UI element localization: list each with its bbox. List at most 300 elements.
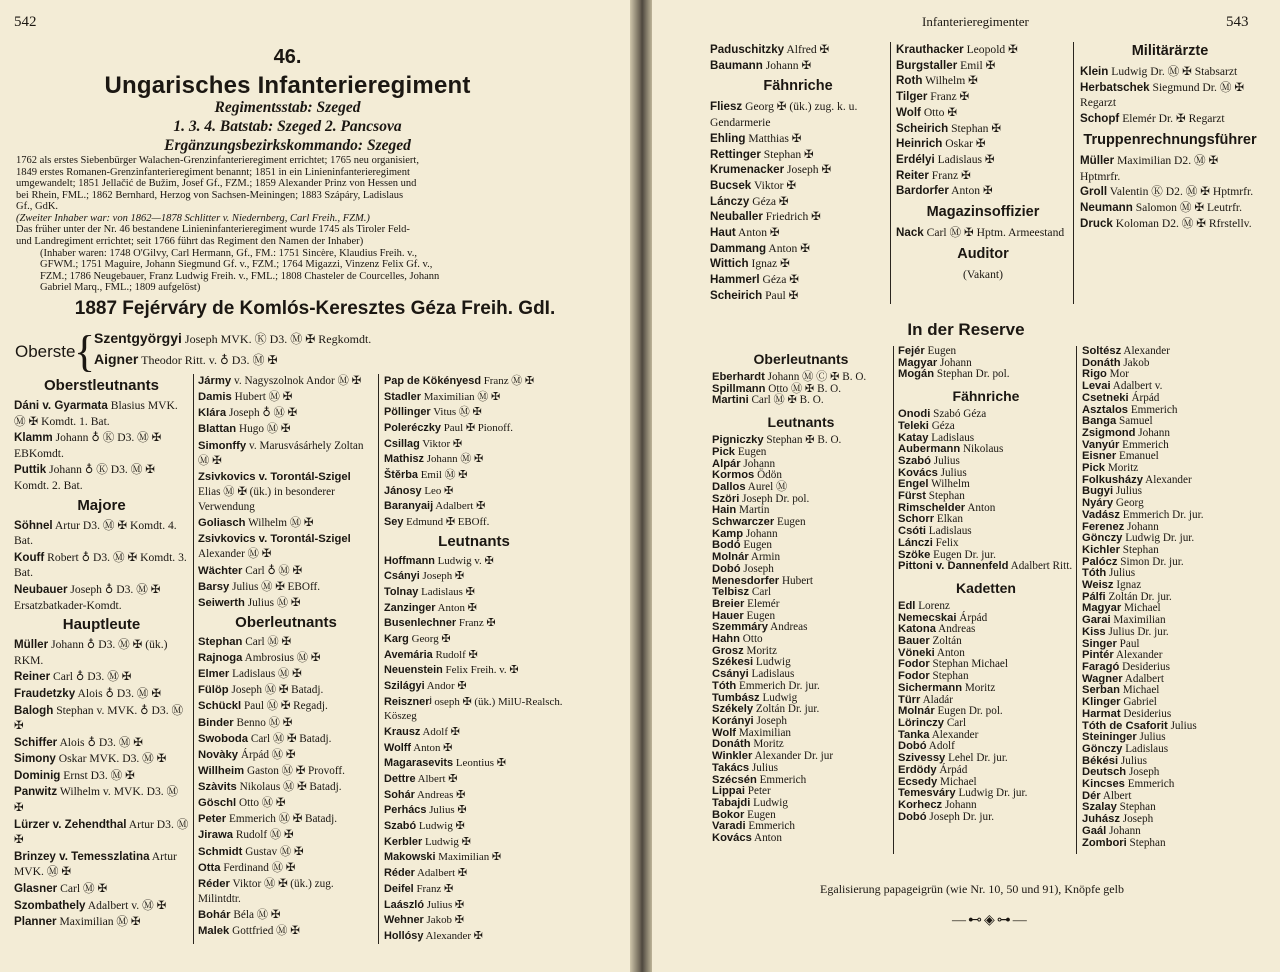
officer-entry bbox=[14, 703, 189, 734]
history-line: und Landregiment errichtet; seit 1766 führt das Regiment den Namen der Inhaber) bbox=[16, 236, 364, 248]
officer-details: Carl bbox=[946, 716, 967, 729]
officer-details: oseph ✠ (ük.) MilU-Realsch. Köszeg bbox=[384, 695, 563, 723]
officer-surname: Dettre bbox=[384, 773, 416, 786]
officer-entry bbox=[198, 812, 374, 827]
oberste-list bbox=[94, 328, 514, 370]
officer-details: Adolf bbox=[928, 740, 955, 753]
officer-surname: Weisz bbox=[1082, 579, 1114, 592]
officer-details: Joseph Dr. pol. bbox=[742, 492, 810, 505]
officer-entry bbox=[198, 390, 374, 405]
officer-details: Ludwig v. ✠ bbox=[437, 554, 494, 567]
officer-details: Johann bbox=[944, 798, 977, 811]
officer-details: Eugen bbox=[746, 609, 776, 622]
officer-surname: Baranyaij bbox=[384, 500, 434, 513]
officer-details: Julius bbox=[940, 466, 967, 479]
officer-entry bbox=[710, 194, 886, 210]
officer-surname: Bodó bbox=[712, 539, 741, 552]
officer-details: Oskar ✠ bbox=[945, 137, 986, 151]
officer-details: Maximilian bbox=[738, 726, 792, 739]
officer-details: Stephan bbox=[932, 670, 969, 683]
officer-entry bbox=[384, 929, 564, 944]
rank-heading: Oberleutnants bbox=[235, 613, 337, 631]
officer-entry bbox=[710, 256, 886, 272]
officer-details: Emmerich bbox=[759, 773, 807, 786]
officer-entry bbox=[384, 554, 564, 569]
rank-heading: Militärärzte bbox=[1131, 43, 1209, 59]
officer-entry bbox=[710, 162, 886, 178]
officer-details: Michael bbox=[1122, 684, 1160, 697]
officer-details: Árpád bbox=[939, 763, 968, 776]
officer-details: Peter bbox=[747, 785, 771, 798]
officer-surname: Zombori bbox=[1082, 836, 1127, 849]
officer-details: Maximilian bbox=[1113, 614, 1166, 627]
officer-surname: Planner bbox=[14, 915, 57, 929]
officer-entry bbox=[384, 374, 564, 389]
officer-details: Edmund ✠ EBOff. bbox=[406, 516, 490, 529]
officer-details: Leontius ✠ bbox=[455, 757, 506, 770]
officer-surname: Molnár bbox=[898, 705, 935, 718]
officer-surname: Vöneki bbox=[898, 646, 935, 659]
officer-surname: Lippai bbox=[712, 785, 745, 798]
rank-heading: Fähnriche bbox=[952, 388, 1020, 405]
officer-surname: Scheirich bbox=[710, 288, 763, 302]
officer-details: Elias Ⓜ ✠ (ük.) in besonderer Verwendung bbox=[198, 485, 335, 513]
officer-details: Gabriel bbox=[1123, 696, 1157, 709]
officer-surname: Asztalos bbox=[1082, 403, 1129, 416]
officer-surname: Donáth bbox=[1082, 356, 1121, 369]
officer-surname: Harmat bbox=[1082, 707, 1121, 720]
officer-details: Julius ✠ bbox=[426, 898, 465, 911]
ornament-divider: —⊷◈⊶— bbox=[952, 913, 1029, 928]
officer-details: Joseph ♁ Ⓜ ✠ bbox=[228, 407, 297, 420]
officer-details: Franz ✠ bbox=[930, 90, 970, 104]
officer-surname: Sohár bbox=[384, 788, 415, 801]
officer-surname: Seiwerth bbox=[198, 596, 245, 609]
officer-details: Johann bbox=[1127, 520, 1159, 533]
officer-details: Joseph ♁ D3. Ⓜ ✠ Ersatzbatkader-Komdt. bbox=[14, 582, 161, 612]
officer-surname: Réder bbox=[198, 877, 230, 890]
officer-details: Adalbert bbox=[1124, 672, 1164, 685]
officer-surname: Klára bbox=[198, 407, 227, 420]
officer-surname: Druck bbox=[1080, 216, 1113, 230]
officer-surname: Lörinczy bbox=[898, 716, 945, 729]
officer-surname: Erdélyi bbox=[896, 152, 935, 166]
officer-details: Anton ✠ bbox=[738, 226, 780, 240]
officer-entry bbox=[14, 898, 189, 914]
officer-entry bbox=[198, 796, 374, 811]
officer-details: Johann bbox=[939, 356, 972, 369]
column-divider bbox=[1073, 42, 1074, 304]
officer-surname: Nyáry bbox=[1082, 497, 1114, 510]
reserve-column-2 bbox=[898, 346, 1074, 823]
officer-entry bbox=[710, 288, 886, 304]
officer-entry bbox=[198, 845, 374, 860]
officer-surname: Zsivkovics v. Torontál-Szigel bbox=[198, 470, 351, 483]
officer-surname: Dammang bbox=[710, 241, 767, 255]
officer-entry bbox=[198, 748, 374, 763]
officer-surname: Klinger bbox=[1082, 696, 1121, 709]
officer-surname: Bucsek bbox=[710, 178, 752, 192]
officer-surname: Spillmann bbox=[712, 382, 766, 395]
officer-surname: Jármy bbox=[198, 375, 232, 387]
officer-surname: Takács bbox=[712, 761, 750, 774]
officer-details: v. Marusvásárhely Zoltan Ⓜ ✠ bbox=[198, 439, 364, 467]
officer-entry bbox=[198, 908, 374, 923]
officer-entry bbox=[1080, 153, 1260, 184]
officer-surname: Szàvits bbox=[198, 781, 237, 793]
officer-surname: Hahn bbox=[712, 633, 740, 646]
officer-surname: Pick bbox=[1082, 462, 1106, 475]
officer-surname: Fraudetzky bbox=[14, 686, 76, 700]
rank-heading: Kadetten bbox=[956, 579, 1016, 596]
officer-entry bbox=[14, 751, 189, 767]
subtitle-battalions: 1. 3. 4. Batstab: Szeged 2. Pancsova bbox=[173, 118, 402, 135]
officer-entry bbox=[198, 564, 374, 579]
rank-heading: Hauptleute bbox=[62, 616, 141, 634]
officer-details: Michael bbox=[1123, 602, 1161, 615]
officer-surname: Herbatschek bbox=[1080, 80, 1150, 94]
officer-surname: Kerbler bbox=[384, 835, 423, 848]
officer-surname: Szilágyi bbox=[384, 680, 425, 693]
officer-details: Johann ✠ bbox=[765, 58, 812, 72]
officer-surname: Bugyi bbox=[1082, 485, 1114, 498]
officer-details: Elemér Dr. ✠ Regarzt bbox=[1122, 112, 1225, 126]
officer-details: Andreas bbox=[938, 623, 976, 636]
officer-details: Julius bbox=[1139, 731, 1166, 744]
officer-entry bbox=[710, 178, 886, 194]
history-line: Das früher unter der Nr. 46 bestandene Linieninfanterieregiment wurde 1745 als Tiroler Feld- bbox=[16, 224, 410, 236]
officer-entry bbox=[384, 421, 564, 436]
history-line: (Inhaber waren: 1748 O'Gilvy, Carl Hermann, Gf., FM.: 1751 Sincère, Klaudius Freih. v., bbox=[40, 247, 417, 259]
officer-surname: Neuballer bbox=[710, 210, 763, 224]
officer-entry bbox=[384, 882, 564, 897]
officer-entry bbox=[710, 131, 886, 147]
officer-details: Alexander Ⓜ ✠ bbox=[198, 548, 272, 561]
officer-surname: Dominig bbox=[14, 768, 61, 782]
rank-heading: Majore bbox=[77, 496, 126, 514]
officer-details: Otto bbox=[742, 633, 763, 646]
officer-details: Julius bbox=[1170, 719, 1197, 732]
officer-entry bbox=[384, 437, 564, 452]
officer-surname: Klein bbox=[1080, 65, 1109, 78]
officer-surname: Reiner bbox=[14, 670, 51, 684]
officer-details: Friedrich ✠ bbox=[765, 210, 821, 224]
officer-surname: Dobó bbox=[898, 810, 927, 823]
officer-details: Joseph bbox=[1128, 766, 1160, 779]
officer-surname: Dobó bbox=[712, 562, 741, 575]
officer-surname: Korányi bbox=[712, 714, 754, 727]
officer-surname: Szemmáry bbox=[712, 621, 768, 634]
officer-details: Lehel Dr. jur. bbox=[948, 752, 1008, 765]
officer-entry bbox=[14, 637, 189, 668]
officer-surname: Erdödy bbox=[898, 763, 937, 776]
officer-surname: Csányi bbox=[384, 570, 420, 583]
officer-surname: Roth bbox=[896, 74, 923, 88]
officer-surname: Krauthacker bbox=[896, 43, 964, 56]
subtitle-staff: Regimentsstab: Szeged bbox=[214, 99, 361, 116]
officer-details: Julius Ⓜ ✠ EBOff. bbox=[232, 580, 321, 593]
officer-entry bbox=[896, 105, 1070, 121]
oberste-label: Oberste bbox=[15, 342, 76, 361]
officer-details: Stephan bbox=[1119, 801, 1156, 814]
officer-surname: Brinzey v. Temesszlatina bbox=[14, 849, 150, 863]
reserve-column-1 bbox=[712, 344, 890, 845]
history-line: 1762 als erstes Siebenbürger Walachen-Grenzinfanterieregiment errichtet; 1765 neu organisiert, bbox=[16, 155, 419, 166]
officer-details: Johann ♁ Ⓚ D3. Ⓜ ✠ EBKomdt. bbox=[14, 431, 162, 460]
officer-surname: Sey bbox=[384, 516, 404, 529]
column-divider bbox=[378, 374, 379, 944]
column-divider bbox=[193, 374, 194, 944]
officer-surname: Elmer bbox=[198, 668, 230, 681]
officer-entry bbox=[198, 635, 374, 650]
history-line: Gabriel Marq., FML.; 1809 aufgelöst) bbox=[40, 282, 201, 294]
officer-surname: Winkler bbox=[712, 750, 753, 763]
officer-surname: Wolf bbox=[712, 726, 737, 739]
officer-details: Joseph Ⓜ ✠ Batadj. bbox=[231, 684, 324, 697]
officer-entry bbox=[384, 695, 564, 724]
officer-surname: Deutsch bbox=[1082, 766, 1127, 779]
officer-surname: Donáth bbox=[712, 738, 751, 751]
officer-entry bbox=[384, 632, 564, 647]
officer-details: Szabó Géza bbox=[933, 408, 987, 421]
officer-details: Felix Freih. v. ✠ bbox=[445, 664, 519, 677]
rank-heading: Magazinsoffizier bbox=[926, 204, 1040, 221]
officer-details: Otto Ⓜ ✠ bbox=[238, 797, 286, 810]
officer-details: Maximilian Ⓜ ✠ bbox=[423, 390, 501, 403]
officer-details: Carl ♁ Ⓜ ✠ bbox=[245, 564, 302, 577]
officer-entry bbox=[14, 518, 189, 549]
officer-details: Zoltán bbox=[932, 635, 962, 648]
officer-details: Maximilian Ⓜ ✠ bbox=[59, 915, 141, 929]
officer-entry bbox=[384, 648, 564, 663]
officer-details: Géza ✠ bbox=[762, 273, 799, 287]
officer-details: Ludwig bbox=[762, 691, 798, 704]
officer-details: Viktor Ⓜ ✠ (ük.) zug. Milintdtr. bbox=[198, 877, 334, 905]
officer-entry bbox=[198, 596, 374, 611]
officer-details: Alois ♁ D3. Ⓜ ✠ bbox=[59, 735, 144, 749]
officer-details: Anton ✠ bbox=[768, 241, 810, 255]
officer-surname: Vadász bbox=[1082, 508, 1120, 521]
officer-details: Robert ♁ D3. Ⓜ ✠ Komdt. 3. Bat. bbox=[14, 550, 187, 580]
officer-surname: Korhecz bbox=[898, 798, 943, 811]
officer-surname: Grosz bbox=[712, 644, 744, 657]
officer-details: Stephan bbox=[1122, 543, 1159, 556]
officer-entry bbox=[1080, 216, 1260, 232]
officer-details: Hubert bbox=[781, 574, 814, 587]
officer-entry bbox=[198, 683, 374, 698]
officer-details: Julius bbox=[1109, 567, 1136, 580]
officer-details: Siegmund Dr. Ⓜ ✠ Regarzt bbox=[1080, 80, 1245, 110]
officer-entry bbox=[198, 406, 374, 421]
officer-details: Wilhelm Ⓜ ✠ bbox=[248, 517, 314, 530]
officer-details: Stephan v. MVK. ♁ D3. Ⓜ ✠ bbox=[14, 703, 184, 733]
officer-surname: Szöri bbox=[712, 492, 740, 505]
officer-surname: Goliasch bbox=[198, 517, 246, 530]
officer-surname: Wolf bbox=[896, 105, 921, 119]
officer-details: Oskar MVK. D3. Ⓜ ✠ bbox=[58, 752, 167, 766]
officer-entry bbox=[198, 877, 374, 907]
officer-entry bbox=[384, 484, 564, 499]
officer-surname: Szöke bbox=[898, 548, 931, 561]
officer-surname: Nack bbox=[896, 226, 924, 240]
officer-surname: Panwitz bbox=[14, 785, 58, 799]
officer-surname: Balogh bbox=[14, 703, 54, 717]
officer-entry bbox=[1080, 184, 1260, 200]
officer-entry bbox=[384, 772, 564, 787]
officer-details: Viktor ✠ bbox=[422, 437, 462, 450]
officer-surname: Pöllinger bbox=[384, 406, 431, 419]
regiment-owner: 1887 Fejérváry de Komlós-Keresztes Géza Freih. GdI. bbox=[74, 298, 556, 319]
officer-surname: Peter bbox=[198, 813, 227, 826]
officer-entry bbox=[384, 569, 564, 584]
officer-surname: Rajnoga bbox=[198, 652, 243, 664]
officer-entry bbox=[710, 272, 886, 288]
officer-details: Ludwig Dr. Ⓜ ✠ Stabsarzt bbox=[1111, 65, 1238, 78]
regiment-number: 46. bbox=[273, 46, 302, 68]
officer-surname: Reiter bbox=[896, 168, 929, 182]
officer-details: Carl Ⓜ ✠ bbox=[245, 635, 291, 648]
officer-surname: Malek bbox=[198, 925, 230, 938]
officer-details: Ambrosius Ⓜ ✠ bbox=[244, 652, 321, 664]
officer-details: Julius bbox=[933, 454, 960, 467]
officer-surname: Schorr bbox=[898, 513, 935, 526]
officer-surname: Sichermann bbox=[898, 681, 963, 694]
officer-surname: Teleki bbox=[898, 419, 929, 432]
officer-surname: Bauer bbox=[898, 635, 930, 648]
officer-details: Ludwig bbox=[755, 656, 791, 669]
officer-surname: Wittich bbox=[710, 257, 749, 271]
officer-details: Ludwig Dr. jur. bbox=[958, 787, 1028, 800]
officer-entry bbox=[14, 817, 189, 848]
officer-surname: Schmidt bbox=[198, 845, 243, 858]
officer-details: Joseph ✠ bbox=[422, 570, 465, 583]
left-page bbox=[0, 0, 630, 972]
officer-details: Nikolaus Ⓜ ✠ Batadj. bbox=[239, 781, 342, 793]
officer-surname: Breier bbox=[712, 597, 745, 610]
officer-details: Martin bbox=[739, 504, 770, 517]
officer-entry bbox=[14, 462, 189, 493]
officer-details: Johann ♁ Ⓚ D3. Ⓜ ✠ Komdt. 2. Bat. bbox=[14, 463, 155, 492]
officer-surname: Katona bbox=[898, 623, 936, 636]
officer-entry bbox=[14, 849, 189, 880]
staff-column-2 bbox=[896, 42, 1070, 282]
officer-entry bbox=[896, 136, 1070, 152]
officer-entry bbox=[384, 866, 564, 881]
officer-entry bbox=[896, 121, 1070, 137]
officer-entry bbox=[384, 405, 564, 420]
officer-surname: Zsivkovics v. Torontál-Szigel bbox=[198, 533, 351, 546]
history-line: GFWM.; 1751 Maguire, Johann Siegmund Gf. v., FZM.; 1764 Migazzi, Vinzenz Felix Gf. v., bbox=[40, 259, 433, 271]
officer-details: Julius ✠ bbox=[429, 804, 467, 817]
officer-surname: Bardorfer bbox=[896, 184, 949, 198]
officer-details: Stephan bbox=[1129, 836, 1166, 849]
officer-details: Ernst D3. Ⓜ ✠ bbox=[63, 768, 135, 782]
officer-surname: Ecsedy bbox=[898, 775, 938, 788]
officer-details: Emmerich bbox=[1130, 403, 1178, 416]
officer-entry bbox=[712, 833, 890, 845]
officer-entry bbox=[896, 168, 1070, 184]
officer-details: Árpád bbox=[1131, 391, 1160, 404]
roster-column-2 bbox=[198, 374, 374, 940]
officer-surname: Reisznerʲ bbox=[384, 695, 432, 708]
officer-details: Paul Ⓜ ✠ Regadj. bbox=[243, 700, 328, 713]
officer-details: Johann ♁ D3. Ⓜ ✠ (ük.) RKM. bbox=[14, 638, 168, 667]
officer-surname: Schückl bbox=[198, 700, 242, 713]
officer-details: Emanuel bbox=[1119, 450, 1159, 463]
officer-entry bbox=[198, 439, 374, 469]
officer-surname: Banga bbox=[1082, 415, 1117, 428]
officer-surname: Blattan bbox=[198, 423, 237, 436]
officer-surname: Busenlechner bbox=[384, 617, 457, 630]
officer-surname: Kichler bbox=[1082, 543, 1120, 556]
officer-surname: Magyar bbox=[898, 356, 938, 369]
history-line: (Zweiter Inhaber war: von 1862—1878 Schlitter v. Niedernberg, Carl Freih., FZM.) bbox=[16, 212, 370, 224]
officer-details: Ladislaus bbox=[751, 668, 795, 681]
officer-surname: Štěrba bbox=[384, 469, 418, 482]
officer-details: Emil ✠ bbox=[960, 58, 996, 72]
officer-entry bbox=[198, 667, 374, 682]
officer-details: Anton ✠ bbox=[437, 601, 477, 614]
officer-surname: Vanyúr bbox=[1082, 438, 1120, 451]
officer-entry bbox=[384, 601, 564, 616]
officer-surname: Pap de Kökényesd bbox=[384, 375, 481, 387]
officer-details: Hugo Ⓜ ✠ bbox=[238, 423, 291, 436]
officer-surname: Tolnay bbox=[384, 586, 419, 599]
officer-surname: Serban bbox=[1082, 684, 1120, 697]
officer-details: Jakob bbox=[1123, 356, 1150, 369]
officer-surname: Szabó bbox=[898, 454, 931, 467]
officer-entry bbox=[384, 468, 564, 483]
officer-surname: Müller bbox=[14, 638, 49, 652]
officer-entry bbox=[384, 452, 564, 467]
officer-details: Carl ♁ D3. Ⓜ ✠ bbox=[53, 670, 132, 684]
officer-details: Stephan ✠ B. O. bbox=[766, 434, 842, 447]
officer-entry bbox=[1080, 200, 1260, 216]
officer-entry bbox=[198, 732, 374, 747]
right-page bbox=[652, 0, 1280, 972]
history-line: umgewandelt; 1851 Jellačić de Bužim, Josef Gf., FZM.; 1859 Alexander Prinz von Hessen und bbox=[16, 178, 417, 190]
officer-entry bbox=[384, 515, 564, 530]
page-number-left: 542 bbox=[14, 14, 37, 30]
officer-details: Aladár bbox=[922, 693, 954, 706]
officer-details: Ignaz ✠ bbox=[751, 257, 790, 271]
officer-surname: Rimschelder bbox=[898, 501, 966, 514]
officer-surname: Menesdorfer bbox=[712, 574, 780, 587]
officer-details: Ludwig Dr. jur. bbox=[1125, 532, 1195, 545]
officer-details: Stephan Dr. pol. bbox=[936, 368, 1010, 381]
officer-details: Eugen bbox=[743, 539, 772, 552]
officer-surname: Fodor bbox=[898, 658, 930, 671]
officer-entry bbox=[896, 183, 1070, 199]
officer-details: Simon Dr. jur. bbox=[1120, 555, 1184, 568]
officer-details: Ladislaus ✠ bbox=[937, 152, 995, 166]
officer-surname: Pick bbox=[712, 445, 736, 458]
officer-details: Alexander bbox=[1115, 649, 1163, 662]
officer-details: Eugen Dr. jur. bbox=[933, 548, 996, 561]
history-line: FZM.; 1786 Neugebauer, Franz Ludwig Freih. v., FML.; 1808 Chasteler de Courcelles, Johann bbox=[40, 270, 440, 282]
officer-details: Alfred ✠ bbox=[786, 43, 830, 56]
officer-entry bbox=[898, 812, 1074, 824]
officer-details: Otto ✠ bbox=[923, 105, 958, 119]
officer-entry bbox=[712, 395, 890, 407]
officer-details: Paul ✠ Pionoff. bbox=[443, 422, 513, 435]
officer-details: Emil Ⓜ ✠ bbox=[420, 469, 468, 482]
officer-details: Alexander bbox=[1123, 345, 1170, 357]
officer-entry bbox=[896, 152, 1070, 168]
officer-surname: Bokor bbox=[712, 808, 745, 821]
officer-details: Vitus Ⓜ ✠ bbox=[433, 406, 482, 419]
officer-details: Julius bbox=[751, 761, 779, 774]
